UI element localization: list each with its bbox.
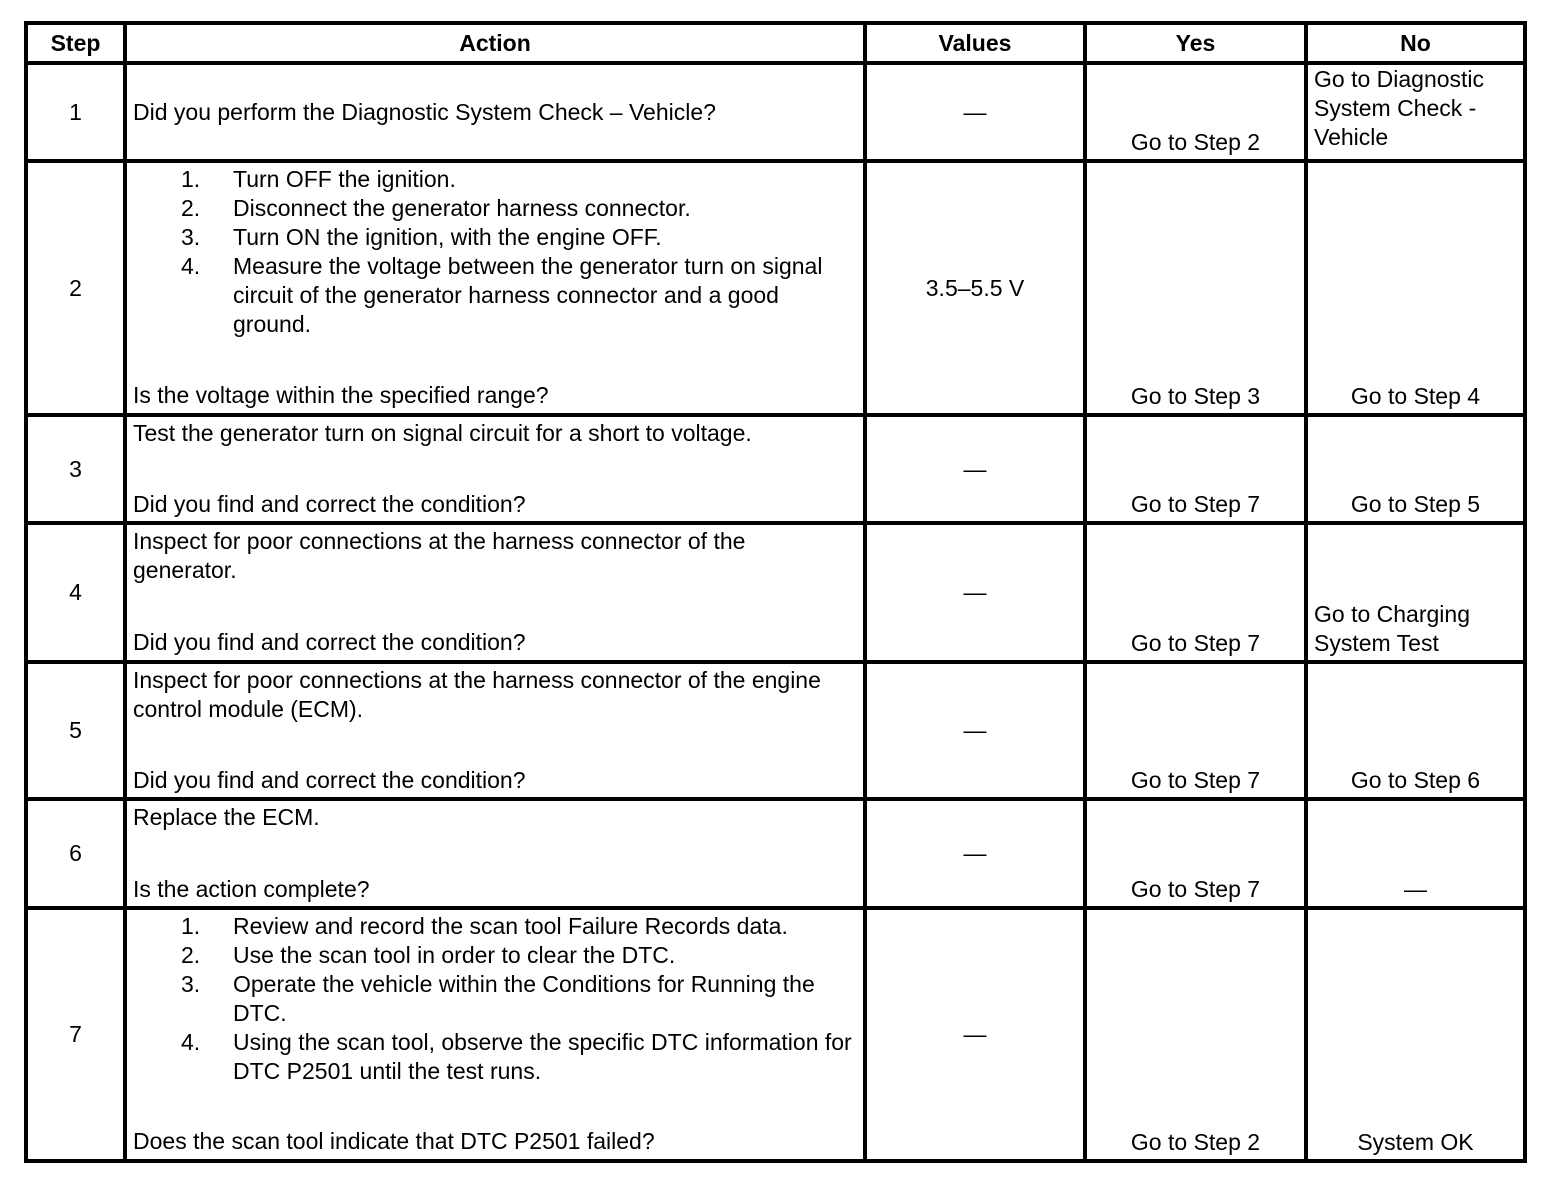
action-question: Did you perform the Diagnostic System Check – Vehicle?	[133, 98, 716, 125]
values-cell: 3.5–5.5 V	[865, 161, 1085, 415]
step-number: 2	[26, 161, 125, 415]
yes-cell: Go to Step 7	[1085, 523, 1306, 661]
action-cell	[125, 523, 865, 661]
list-item: 4. Using the scan tool, observe the specific DTC information for DTC P2501 until the test runs.	[181, 1029, 852, 1085]
header-step: Step	[26, 23, 125, 63]
action-cell	[125, 63, 865, 161]
yes-cell: Go to Step 2	[1085, 908, 1306, 1161]
action-text: Replace the ECM.	[133, 803, 320, 830]
list-item: 3. Turn ON the ignition, with the engine OFF.	[181, 224, 662, 251]
list-item: 2. Disconnect the generator harness connector.	[181, 195, 691, 222]
diagnostic-table	[24, 21, 1527, 1163]
no-cell: Go to Diagnostic System Check - Vehicle	[1306, 63, 1525, 161]
yes-cell: Go to Step 3	[1085, 161, 1306, 415]
table-row	[26, 662, 1525, 799]
action-steps-list	[133, 165, 855, 339]
no-cell: —	[1306, 799, 1525, 908]
action-text: Inspect for poor connections at the harness connector of the generator.	[133, 528, 746, 584]
step-number: 6	[26, 799, 125, 908]
action-cell	[125, 908, 865, 1161]
step-number: 5	[26, 662, 125, 799]
list-item: 4. Measure the voltage between the generator turn on signal circuit of the generator harness connector and a good ground.	[181, 253, 823, 338]
no-cell: System OK	[1306, 908, 1525, 1161]
action-question: Did you find and correct the condition?	[133, 490, 526, 517]
step-number: 3	[26, 415, 125, 523]
table-row	[26, 908, 1525, 1161]
action-question: Is the voltage within the specified range?	[133, 382, 549, 409]
table-row	[26, 161, 1525, 415]
list-item: 3. Operate the vehicle within the Conditions for Running the DTC.	[181, 971, 815, 1027]
action-text: Test the generator turn on signal circuit for a short to voltage.	[133, 419, 752, 446]
header-yes: Yes	[1085, 23, 1306, 63]
table-row	[26, 523, 1525, 661]
yes-cell: Go to Step 7	[1085, 415, 1306, 523]
step-number: 7	[26, 908, 125, 1161]
values-cell: —	[865, 415, 1085, 523]
header-values: Values	[865, 23, 1085, 63]
header-row	[26, 23, 1525, 63]
header-no: No	[1306, 23, 1525, 63]
action-question: Did you find and correct the condition?	[133, 629, 526, 656]
table-row	[26, 415, 1525, 523]
no-cell: Go to Step 6	[1306, 662, 1525, 799]
action-cell	[125, 161, 865, 415]
values-cell: —	[865, 799, 1085, 908]
action-question: Does the scan tool indicate that DTC P2501 failed?	[133, 1128, 655, 1155]
no-cell: Go to Step 5	[1306, 415, 1525, 523]
yes-cell: Go to Step 7	[1085, 799, 1306, 908]
step-number: 1	[26, 63, 125, 161]
values-cell: —	[865, 63, 1085, 161]
list-item: 1. Review and record the scan tool Failure Records data.	[181, 913, 788, 940]
yes-cell: Go to Step 7	[1085, 662, 1306, 799]
action-cell	[125, 799, 865, 908]
yes-cell: Go to Step 2	[1085, 63, 1306, 161]
step-number: 4	[26, 523, 125, 661]
action-question: Did you find and correct the condition?	[133, 766, 526, 793]
values-cell: —	[865, 908, 1085, 1161]
no-cell: Go to Charging System Test	[1306, 523, 1525, 661]
table-row	[26, 63, 1525, 161]
action-cell	[125, 662, 865, 799]
no-cell: Go to Step 4	[1306, 161, 1525, 415]
list-item: 2. Use the scan tool in order to clear the DTC.	[181, 942, 676, 969]
action-steps-list	[133, 912, 855, 1086]
action-question: Is the action complete?	[133, 875, 370, 902]
list-item: 1. Turn OFF the ignition.	[181, 166, 456, 193]
table-row	[26, 799, 1525, 908]
values-cell: —	[865, 523, 1085, 661]
action-text: Inspect for poor connections at the harness connector of the engine control module (ECM).	[133, 666, 821, 722]
values-cell: —	[865, 662, 1085, 799]
header-action: Action	[125, 23, 865, 63]
action-cell	[125, 415, 865, 523]
